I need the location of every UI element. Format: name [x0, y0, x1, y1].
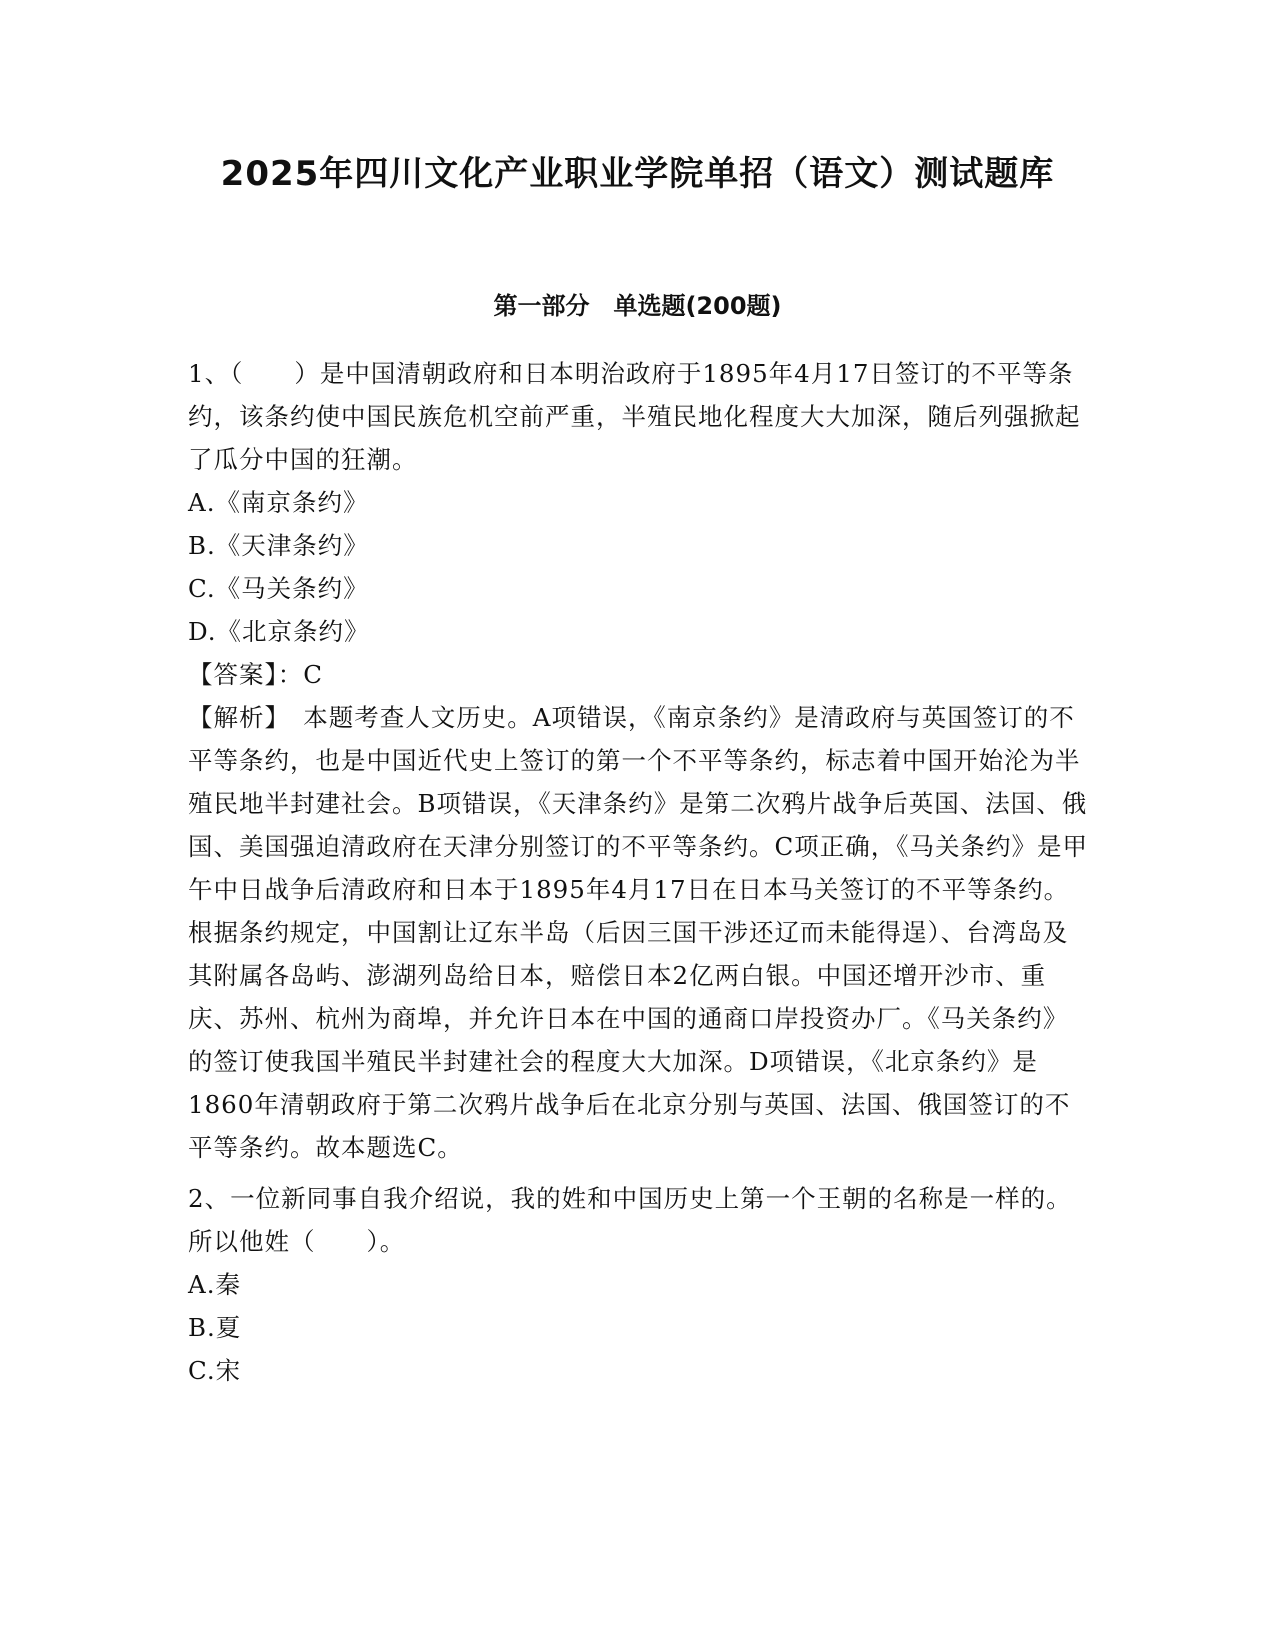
question-2-option-a: A.秦 — [188, 1270, 241, 1299]
section-heading: 第一部分 单选题(200题) — [493, 292, 782, 320]
question-1-option-a: A.《南京条约》 — [188, 488, 369, 517]
document-title: 2025年四川文化产业职业学院单招（语文）测试题库 — [220, 154, 1055, 194]
question-2-option-c: C.宋 — [188, 1356, 242, 1385]
question-1-option-b: B.《天津条约》 — [188, 531, 369, 560]
question-1-option-d: D.《北京条约》 — [188, 617, 370, 646]
question-1-stem: 1、（ ）是中国清朝政府和日本明治政府于1895年4月17日签订的不平等条约，该条约使中国民族危机空前严重，半殖民地化程度大大加深，随后列强掀起了瓜分中国的狂潮。 — [188, 359, 1081, 474]
question-1 — [188, 352, 1088, 1169]
question-list — [188, 352, 1088, 1392]
question-2-stem: 2、一位新同事自我介绍说，我的姓和中国历史上第一个王朝的名称是一样的。所以他姓（ ）。 — [188, 1184, 1072, 1256]
question-2 — [188, 1177, 1088, 1392]
question-1-option-c: C.《马关条约》 — [188, 574, 369, 603]
question-2-option-b: B.夏 — [188, 1313, 242, 1342]
question-1-answer: 【答案】：C — [188, 660, 323, 689]
question-1-analysis: 【解析】 本题考查人文历史。A项错误，《南京条约》是清政府与英国签订的不平等条约，也是中国近代史上签订的第一个不平等条约，标志着中国开始沦为半殖民地半封建社会。B项错误，《天津条约》是第二次鸦片战争后英国、法国、俄国、美国强迫清政府在天津分别签订的不平等条约。C项正确，《马关条约》是甲午中日战争后清政府和日本于1895年4月17日在日本马关签订的不平等条约。根据条约规定，中国割让辽东半岛（后因三国干涉还辽而未能得逞）、台湾岛及其附属各岛屿、澎湖列岛给日本，赔偿日本2亿两白银。中国还增开沙市、重庆、苏州、杭州为商埠，并允许日本在中国的通商口岸投资办厂。《马关条约》的签订使我国半殖民半封建社会的程度大大加深。D项错误，《北京条约》是1860年清朝政府于第二次鸦片战争后在北京分别与英国、法国、俄国签订的不平等条约。故本题选C。 — [188, 703, 1088, 1162]
